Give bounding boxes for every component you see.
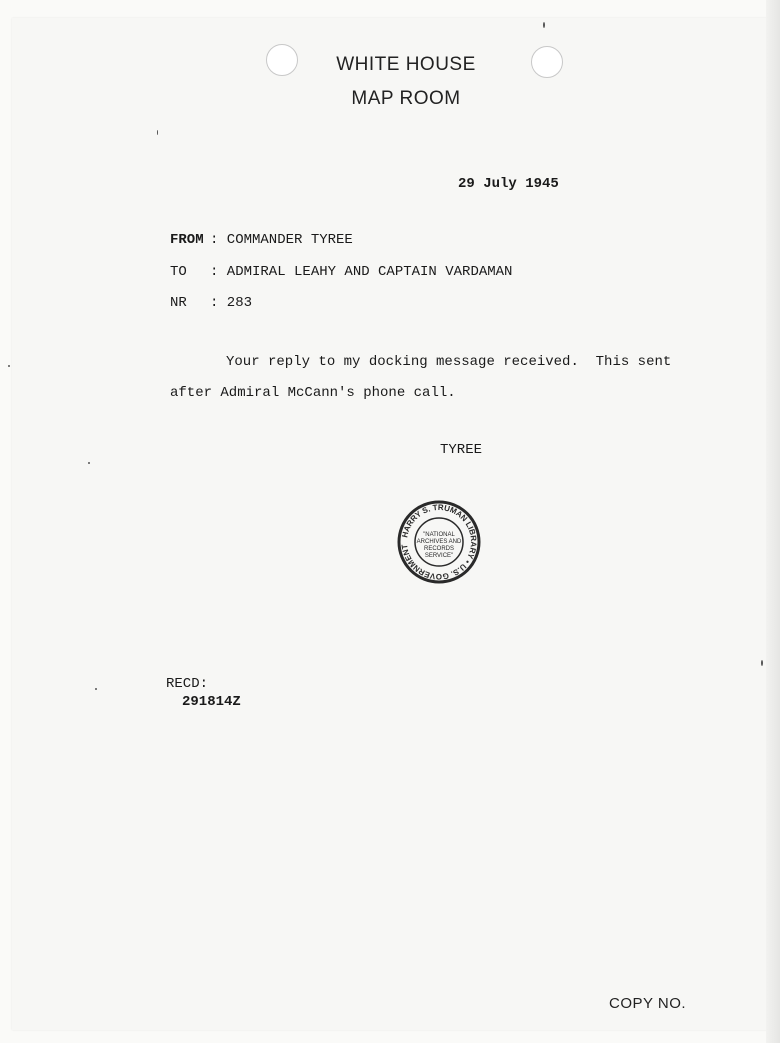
copy-number-label: COPY NO. [609,995,687,1012]
header-map-room: MAP ROOM [351,88,461,109]
scan-speck [761,660,763,666]
header-white-house: WHITE HOUSE [336,54,476,75]
to-value: : ADMIRAL LEAHY AND CAPTAIN VARDAMAN [210,264,513,280]
svg-text:HARRY S. TRUMAN LIBRARY • U.S.: HARRY S. TRUMAN LIBRARY • U.S. GOVERNMENT [400,502,479,582]
scan-speck [88,462,90,464]
body-line-1: Your reply to my docking message received. This sent [226,354,672,370]
from-label: FROM [170,232,204,248]
paper-sheet [12,18,768,1030]
scan-edge [766,0,780,1043]
scan-speck [8,365,10,367]
archive-stamp [397,500,481,584]
message-date: 29 July 1945 [458,176,559,192]
body-line-2: after Admiral McCann's phone call. [170,385,456,401]
svg-text:"NATIONAL: "NATIONAL [423,532,455,538]
svg-text:ARCHIVES AND: ARCHIVES AND [416,539,462,545]
svg-text:RECORDS: RECORDS [423,546,455,552]
received-value: 291814Z [182,694,241,710]
nr-label: NR [170,295,187,311]
signature: TYREE [440,442,483,458]
to-label: TO [170,264,187,280]
received-label: RECD: [166,676,209,692]
from-value: : COMMANDER TYREE [210,232,353,248]
nr-value: : 283 [210,295,253,311]
scan-speck [543,22,545,28]
svg-text:SERVICE": SERVICE" [424,553,454,559]
scan-speck [157,130,158,135]
scan-speck [95,688,97,690]
